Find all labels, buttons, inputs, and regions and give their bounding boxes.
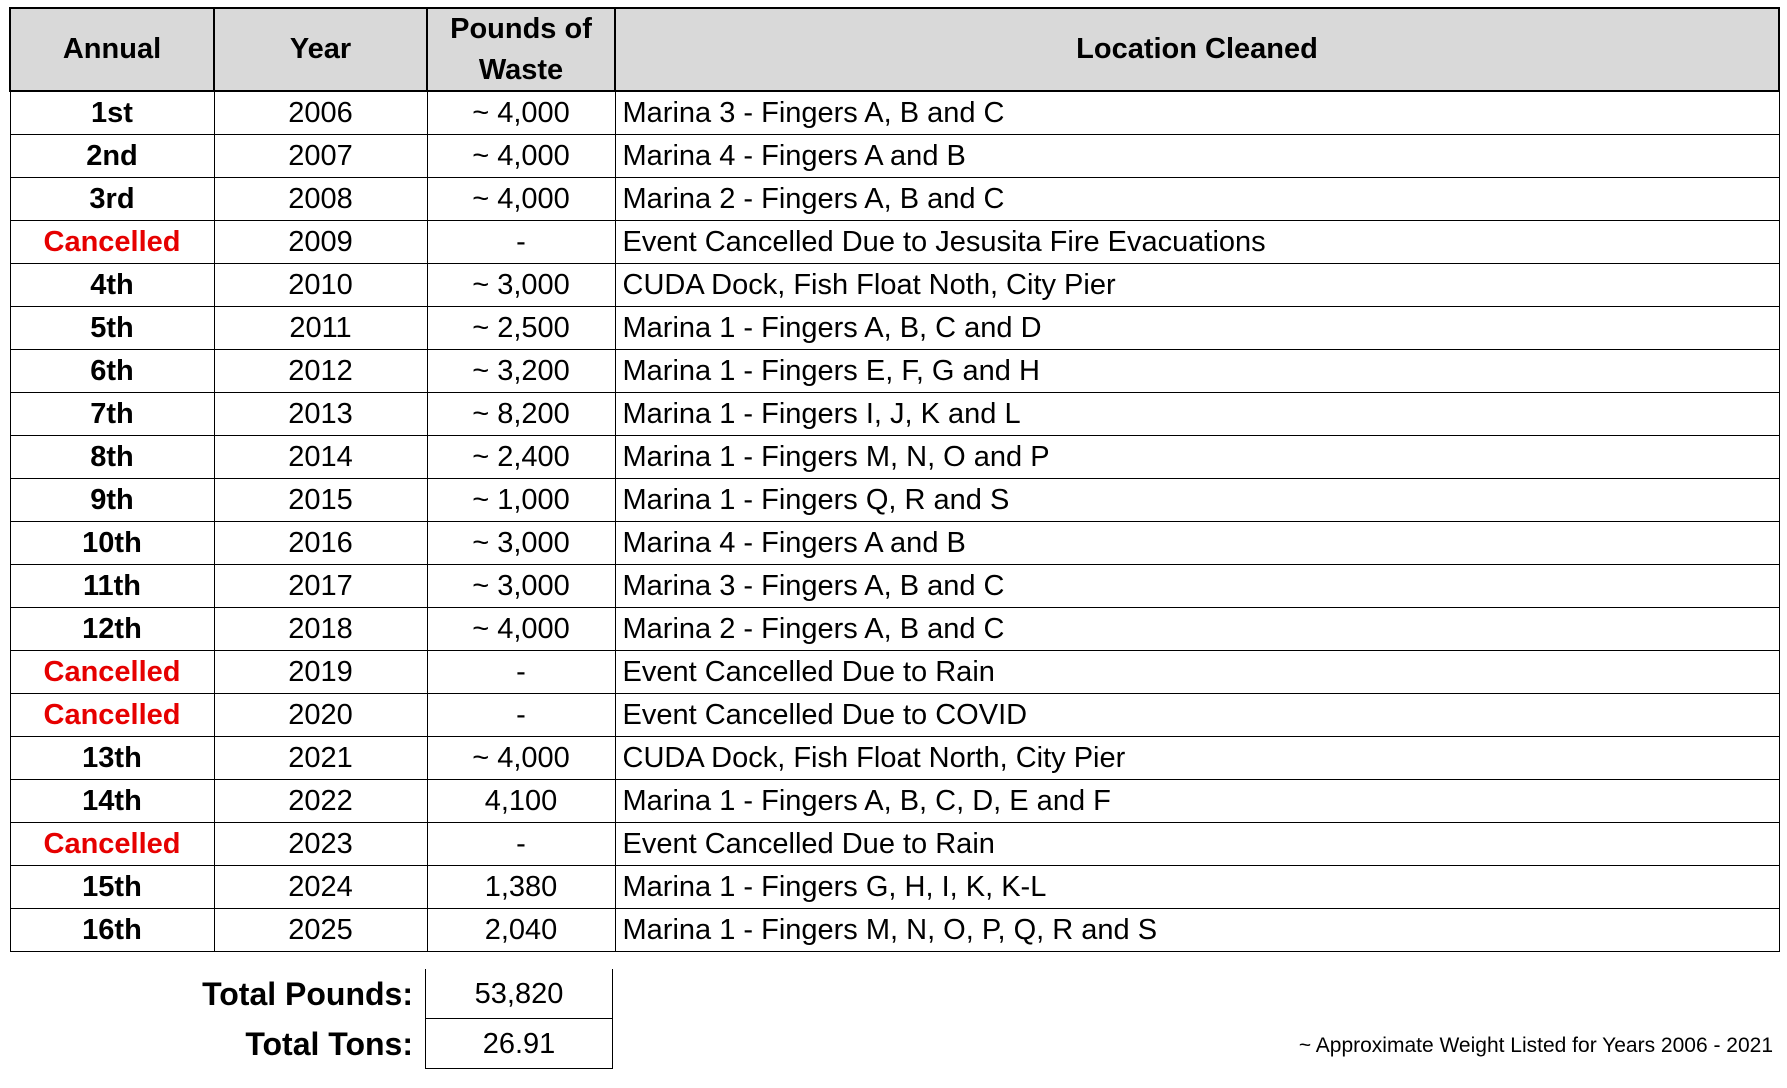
location-cell: Marina 3 - Fingers A, B and C [615, 91, 1779, 135]
annual-cell: 2nd [10, 135, 214, 178]
pounds-cell: - [427, 651, 615, 694]
pounds-cell: - [427, 221, 615, 264]
annual-cell: 10th [10, 522, 214, 565]
pounds-cell: ~ 4,000 [427, 737, 615, 780]
annual-cell: Cancelled [10, 651, 214, 694]
year-cell: 2013 [214, 393, 427, 436]
year-cell: 2021 [214, 737, 427, 780]
pounds-cell: ~ 8,200 [427, 393, 615, 436]
pounds-cell: ~ 3,000 [427, 264, 615, 307]
location-cell: CUDA Dock, Fish Float North, City Pier [615, 737, 1779, 780]
year-cell: 2010 [214, 264, 427, 307]
year-cell: 2017 [214, 565, 427, 608]
location-cell: Marina 1 - Fingers Q, R and S [615, 479, 1779, 522]
location-cell: Marina 1 - Fingers E, F, G and H [615, 350, 1779, 393]
table-row [10, 436, 1779, 479]
year-cell: 2008 [214, 178, 427, 221]
year-cell: 2023 [214, 823, 427, 866]
location-cell: Event Cancelled Due to Rain [615, 651, 1779, 694]
table-row [10, 823, 1779, 866]
location-cell: Marina 3 - Fingers A, B and C [615, 565, 1779, 608]
year-cell: 2020 [214, 694, 427, 737]
annual-cell: 5th [10, 307, 214, 350]
annual-cell: 1st [10, 91, 214, 135]
table-row [10, 91, 1779, 135]
year-cell: 2025 [214, 909, 427, 952]
pounds-cell: ~ 4,000 [427, 91, 615, 135]
location-cell: Marina 4 - Fingers A and B [615, 135, 1779, 178]
location-cell: Marina 1 - Fingers M, N, O and P [615, 436, 1779, 479]
header-annual: Annual [10, 8, 214, 91]
year-cell: 2019 [214, 651, 427, 694]
annual-cell: 13th [10, 737, 214, 780]
pounds-cell: ~ 3,000 [427, 522, 615, 565]
year-cell: 2018 [214, 608, 427, 651]
table-row [10, 135, 1779, 178]
approximate-weight-footnote: ~ Approximate Weight Listed for Years 2006 - 2021 [1298, 1034, 1773, 1057]
year-cell: 2012 [214, 350, 427, 393]
table-row [10, 565, 1779, 608]
table-row [10, 909, 1779, 952]
total-tons-label: Total Tons: [245, 1026, 413, 1062]
pounds-cell: ~ 4,000 [427, 608, 615, 651]
pounds-cell: ~ 2,500 [427, 307, 615, 350]
pounds-cell: ~ 2,400 [427, 436, 615, 479]
year-cell: 2022 [214, 780, 427, 823]
location-cell: Marina 2 - Fingers A, B and C [615, 608, 1779, 651]
year-cell: 2016 [214, 522, 427, 565]
table-body [10, 91, 1779, 952]
annual-cell: Cancelled [10, 823, 214, 866]
total-pounds-value: 53,820 [425, 969, 613, 1019]
pounds-cell: ~ 3,200 [427, 350, 615, 393]
year-cell: 2015 [214, 479, 427, 522]
header-year: Year [214, 8, 427, 91]
annual-cell: 6th [10, 350, 214, 393]
annual-cell: 7th [10, 393, 214, 436]
location-cell: Marina 1 - Fingers G, H, I, K, K-L [615, 866, 1779, 909]
annual-cell: Cancelled [10, 694, 214, 737]
location-cell: Marina 1 - Fingers A, B, C, D, E and F [615, 780, 1779, 823]
year-cell: 2007 [214, 135, 427, 178]
header-location-cleaned: Location Cleaned [615, 8, 1779, 91]
annual-cell: 8th [10, 436, 214, 479]
table-row [10, 737, 1779, 780]
pounds-cell: - [427, 694, 615, 737]
location-cell: Event Cancelled Due to Rain [615, 823, 1779, 866]
location-cell: Marina 2 - Fingers A, B and C [615, 178, 1779, 221]
table-row [10, 178, 1779, 221]
year-cell: 2014 [214, 436, 427, 479]
pounds-cell: 2,040 [427, 909, 615, 952]
table-row [10, 393, 1779, 436]
year-cell: 2009 [214, 221, 427, 264]
table-row [10, 780, 1779, 823]
table-row [10, 264, 1779, 307]
annual-cell: Cancelled [10, 221, 214, 264]
table-row [10, 866, 1779, 909]
annual-cell: 11th [10, 565, 214, 608]
location-cell: Marina 1 - Fingers I, J, K and L [615, 393, 1779, 436]
total-pounds-label: Total Pounds: [202, 976, 413, 1012]
total-tons-value: 26.91 [425, 1019, 613, 1069]
annual-cell: 9th [10, 479, 214, 522]
annual-cell: 4th [10, 264, 214, 307]
table-row [10, 350, 1779, 393]
header-pounds-of-waste [427, 8, 615, 91]
header-row [10, 8, 1779, 91]
year-cell: 2011 [214, 307, 427, 350]
pounds-cell: ~ 3,000 [427, 565, 615, 608]
table-row [10, 608, 1779, 651]
year-cell: 2006 [214, 91, 427, 135]
header-pounds-line1: Pounds of [450, 13, 592, 45]
location-cell: Marina 1 - Fingers A, B, C and D [615, 307, 1779, 350]
annual-cell: 12th [10, 608, 214, 651]
table-row [10, 479, 1779, 522]
annual-cell: 16th [10, 909, 214, 952]
table-row [10, 221, 1779, 264]
table-row [10, 307, 1779, 350]
location-cell: CUDA Dock, Fish Float Noth, City Pier [615, 264, 1779, 307]
pounds-cell: ~ 1,000 [427, 479, 615, 522]
year-cell: 2024 [214, 866, 427, 909]
annual-cell: 3rd [10, 178, 214, 221]
pounds-cell: ~ 4,000 [427, 178, 615, 221]
pounds-cell: ~ 4,000 [427, 135, 615, 178]
cleanup-results-table [9, 7, 1780, 952]
table-row [10, 522, 1779, 565]
location-cell: Event Cancelled Due to Jesusita Fire Evacuations [615, 221, 1779, 264]
table-row [10, 694, 1779, 737]
location-cell: Marina 4 - Fingers A and B [615, 522, 1779, 565]
pounds-cell: 1,380 [427, 866, 615, 909]
annual-cell: 14th [10, 780, 214, 823]
pounds-cell: - [427, 823, 615, 866]
table-row [10, 651, 1779, 694]
location-cell: Event Cancelled Due to COVID [615, 694, 1779, 737]
header-pounds-line2: Waste [478, 53, 564, 86]
pounds-cell: 4,100 [427, 780, 615, 823]
location-cell: Marina 1 - Fingers M, N, O, P, Q, R and S [615, 909, 1779, 952]
annual-cell: 15th [10, 866, 214, 909]
